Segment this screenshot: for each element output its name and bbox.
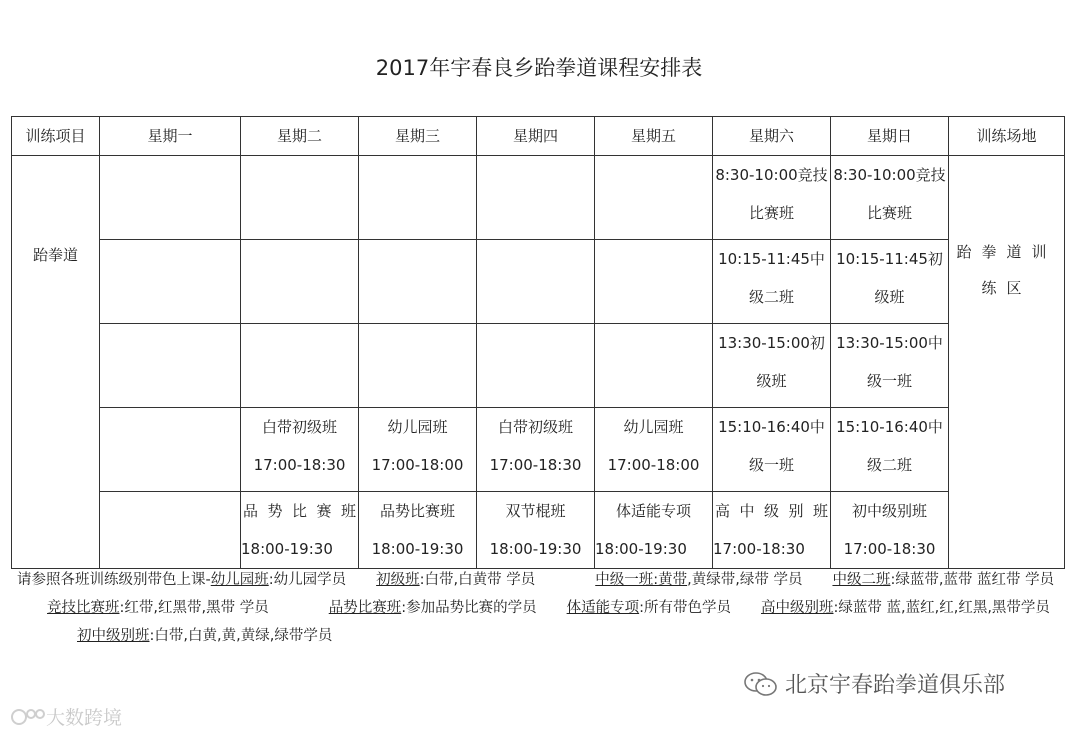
slot-cell: 体适能专项 18:00-19:30 bbox=[595, 492, 713, 569]
slot-cell bbox=[477, 324, 595, 408]
slot-cell bbox=[241, 240, 359, 324]
club-name: 北京宇春跆拳道俱乐部 bbox=[785, 673, 1006, 698]
note-class-name: 体适能专项 bbox=[566, 600, 640, 616]
header-cell: 训练场地 bbox=[949, 117, 1065, 156]
table-row bbox=[12, 324, 1065, 408]
club-watermark bbox=[743, 668, 1005, 699]
slot-cell: 双节棍班 18:00-19:30 bbox=[477, 492, 595, 569]
source-name: 大数跨境 bbox=[46, 707, 123, 729]
slot-cell bbox=[241, 324, 359, 408]
note-class-name: 初级班 bbox=[376, 572, 420, 588]
slot-cell: 白带初级班 17:00-18:30 bbox=[241, 408, 359, 492]
note-class-desc: ,黄绿带,绿带 学员 bbox=[687, 572, 803, 588]
note-class-name: 初中级别班 bbox=[77, 628, 150, 644]
note-class-name: 幼儿园班 bbox=[210, 572, 269, 588]
slot-cell bbox=[359, 324, 477, 408]
table-row bbox=[12, 156, 1065, 240]
note-class-desc: :绿蓝带,蓝带 蓝红带 学员 bbox=[890, 572, 1055, 588]
slot-cell bbox=[359, 156, 477, 240]
slot-cell: 初中级别班 17:00-18:30 bbox=[831, 492, 949, 569]
slot-cell: 品势比赛班 18:00-19:30 bbox=[359, 492, 477, 569]
slot-cell bbox=[100, 492, 241, 569]
note-class-desc: :白带,白黄,黄,黄绿,绿带学员 bbox=[149, 628, 333, 644]
wechat-icon bbox=[743, 671, 779, 697]
slot-cell: 10:15-11:45初 级班 bbox=[831, 240, 949, 324]
table-row bbox=[12, 492, 1065, 569]
note-class-desc: :绿蓝带 蓝,蓝红,红,红黑,黑带学员 bbox=[833, 600, 1050, 616]
note-class-desc: :所有带色学员 bbox=[639, 600, 731, 616]
table-row bbox=[12, 408, 1065, 492]
slot-cell bbox=[477, 156, 595, 240]
source-watermark bbox=[10, 703, 122, 730]
slot-cell bbox=[100, 156, 241, 240]
header-cell: 星期三 bbox=[359, 117, 477, 156]
slot-cell: 15:10-16:40中 级一班 bbox=[713, 408, 831, 492]
note-class-name: 中级一班:黄带 bbox=[595, 572, 688, 588]
note-class-name: 高中级别班 bbox=[761, 600, 834, 616]
slot-cell bbox=[100, 324, 241, 408]
note-class-desc: :参加品势比赛的学员 bbox=[401, 600, 537, 616]
slot-cell bbox=[595, 240, 713, 324]
header-cell: 星期一 bbox=[100, 117, 241, 156]
note-class-name: 竞技比赛班 bbox=[47, 600, 120, 616]
slot-cell: 8:30-10:00竞技 比赛班 bbox=[831, 156, 949, 240]
page-title: 2017年宇春良乡跆拳道课程安排表 bbox=[375, 56, 703, 80]
slot-cell: 幼儿园班 17:00-18:00 bbox=[359, 408, 477, 492]
header-cell: 星期日 bbox=[831, 117, 949, 156]
slot-cell bbox=[241, 156, 359, 240]
slot-cell: 10:15-11:45中 级二班 bbox=[713, 240, 831, 324]
slot-cell bbox=[477, 240, 595, 324]
slot-cell bbox=[100, 240, 241, 324]
brand-logo-icon bbox=[10, 706, 46, 728]
slot-cell: 15:10-16:40中 级二班 bbox=[831, 408, 949, 492]
note-class-name: 中级二班 bbox=[832, 572, 891, 588]
slot-cell: 幼儿园班 17:00-18:00 bbox=[595, 408, 713, 492]
note-class-name: 品势比赛班 bbox=[328, 600, 402, 616]
table-row bbox=[12, 240, 1065, 324]
slot-cell bbox=[359, 240, 477, 324]
header-cell: 星期二 bbox=[241, 117, 359, 156]
note-class-desc: :红带,红黑带,黑带 学员 bbox=[119, 600, 269, 616]
slot-cell: 8:30-10:00竞技 比赛班 bbox=[713, 156, 831, 240]
sport-cell: 跆拳道 bbox=[12, 156, 100, 569]
header-cell: 星期四 bbox=[477, 117, 595, 156]
slot-cell: 13:30-15:00初 级班 bbox=[713, 324, 831, 408]
slot-cell bbox=[100, 408, 241, 492]
header-cell: 训练项目 bbox=[12, 117, 100, 156]
class-notes bbox=[17, 566, 1067, 650]
slot-cell: 白带初级班 17:00-18:30 bbox=[477, 408, 595, 492]
header-cell: 星期五 bbox=[595, 117, 713, 156]
header-row bbox=[12, 117, 1065, 156]
note-class-desc: :幼儿园学员 bbox=[268, 572, 347, 588]
slot-cell: 13:30-15:00中 级一班 bbox=[831, 324, 949, 408]
slot-cell: 高中级别班 17:00-18:30 bbox=[713, 492, 831, 569]
note-class-desc: :白带,白黄带 学员 bbox=[419, 572, 536, 588]
slot-cell bbox=[595, 156, 713, 240]
slot-cell: 品势比赛班 18:00-19:30 bbox=[241, 492, 359, 569]
header-cell: 星期六 bbox=[713, 117, 831, 156]
venue-cell: 跆拳道训 练区 bbox=[949, 156, 1065, 569]
notes-intro: 请参照各班训练级别带色上课- bbox=[17, 572, 211, 588]
schedule-table bbox=[11, 116, 1065, 569]
slot-cell bbox=[595, 324, 713, 408]
